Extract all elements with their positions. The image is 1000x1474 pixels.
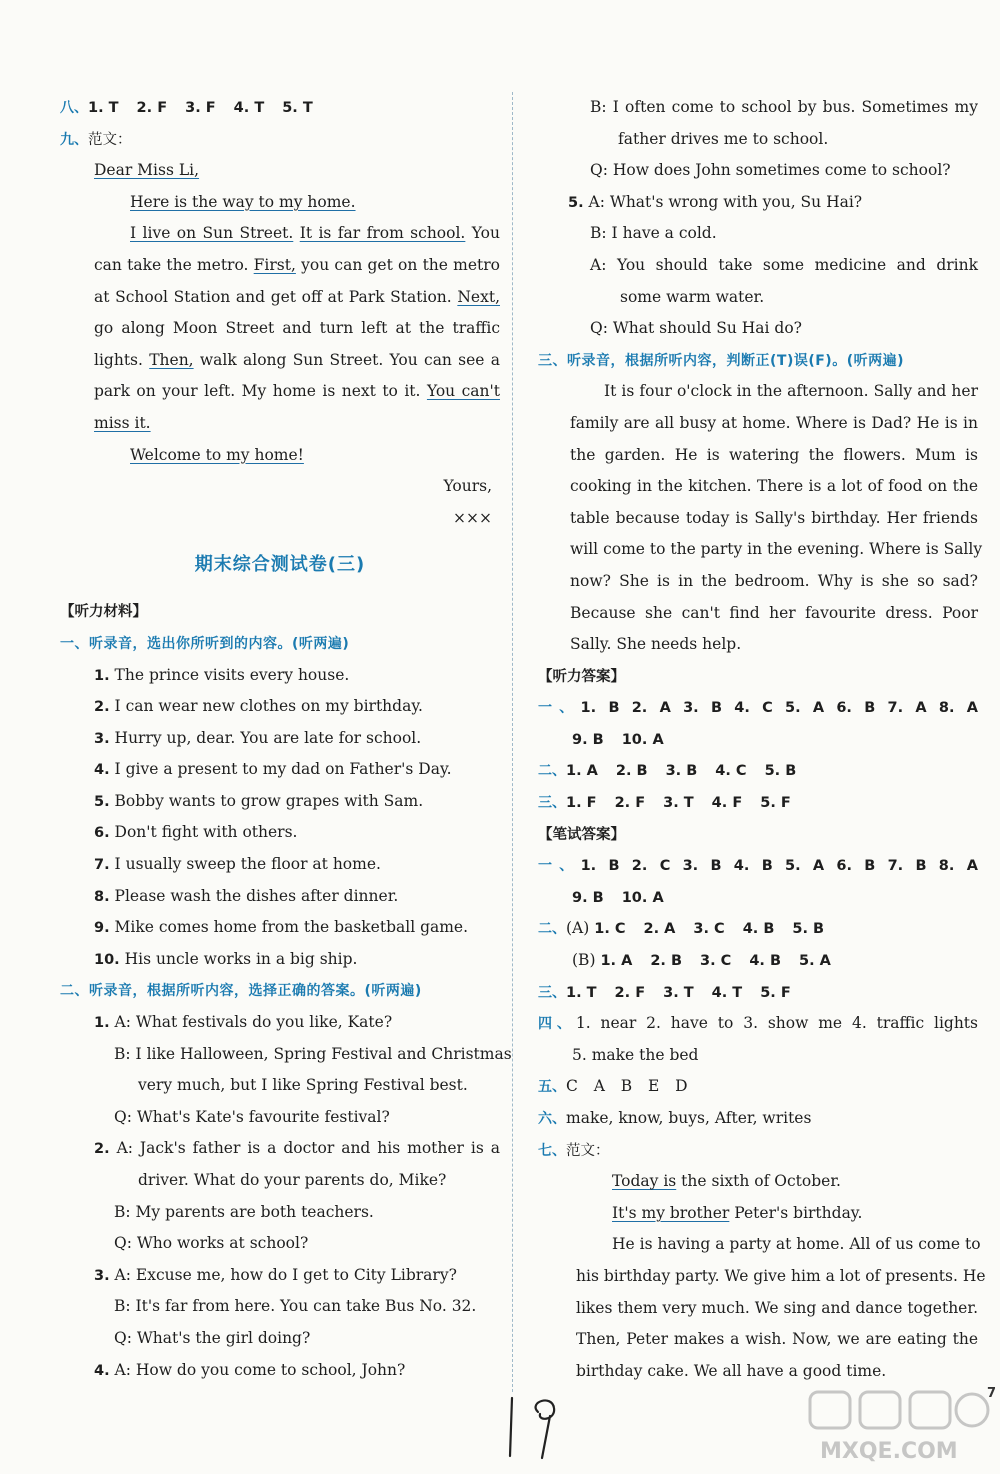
- item-text: I usually sweep the floor at home.: [114, 855, 381, 874]
- dialogue-line: [538, 250, 978, 282]
- answer: 1. F: [566, 795, 597, 812]
- answer: 5. F: [760, 984, 791, 1001]
- answer-row: [538, 1103, 978, 1135]
- answer: 4. traffic lights: [851, 1014, 978, 1033]
- section-number: 五、: [538, 1079, 566, 1096]
- passage-line: the garden. He is watering the flowers. Mum is: [570, 445, 978, 464]
- essay-text: First,: [253, 255, 296, 274]
- dialogue-line: [60, 1007, 500, 1039]
- essay-text: park on your left. My home is next to it.: [94, 382, 421, 401]
- answer-row: [538, 977, 978, 1009]
- test-title: 期末综合测试卷(三): [194, 554, 366, 576]
- essay-text: walk along Sun Street. You can see a: [199, 350, 500, 369]
- section-number: 六、: [538, 1111, 566, 1127]
- section-number: 七、: [538, 1142, 566, 1159]
- answer: 4. T: [711, 984, 743, 1001]
- item-number: 1.: [94, 667, 110, 684]
- answer-row: [538, 1135, 978, 1167]
- essay-text: It's my brother: [612, 1203, 730, 1222]
- dialogue-line: Q: Who works at school?: [114, 1234, 309, 1253]
- dialogue-text: A: What's wrong with you, Su Hai?: [588, 192, 863, 211]
- answer: 1. B: [580, 858, 620, 875]
- answer: 9. B: [572, 731, 604, 748]
- answer-row: [538, 1071, 978, 1103]
- dialogue-line: B: I like Halloween, Spring Festival and Christmas: [114, 1044, 512, 1063]
- answer: 3. T: [663, 795, 694, 812]
- left-column: [60, 92, 512, 1386]
- item-text: I give a present to my dad on Father's Day.: [114, 760, 452, 779]
- answer: 1. T: [566, 984, 597, 1001]
- test-title-wrap: [60, 534, 500, 596]
- sample-label: 范文：: [88, 131, 132, 148]
- essay-text: You: [471, 224, 500, 243]
- dialogue-line: Q: What should Su Hai do?: [590, 319, 802, 338]
- answer-row: [538, 850, 978, 882]
- essay-text: you can get on the metro: [301, 255, 500, 274]
- dialogue-line: B: My parents are both teachers.: [114, 1202, 374, 1221]
- list-item: [60, 660, 500, 692]
- answer: 5. F: [760, 795, 791, 812]
- item-number: 6.: [94, 825, 110, 842]
- answer: 4. B: [733, 858, 773, 875]
- dialogue-line: [60, 1260, 500, 1292]
- item-number: 4.: [94, 762, 110, 779]
- answer: 3. show me: [743, 1014, 843, 1033]
- label-text: 【听力材料】: [60, 604, 147, 621]
- watermark-logo-icon: [800, 1386, 995, 1466]
- answer-row: [538, 755, 978, 787]
- answer: 1. near: [575, 1014, 637, 1033]
- answer-row: [538, 692, 978, 724]
- section-number: 九、: [60, 131, 88, 148]
- dialogue-line: [538, 92, 978, 124]
- answer-row: [538, 945, 978, 977]
- passage-line: Because she can't find her favourite dress. Poor: [570, 603, 978, 622]
- answer: 2. C: [631, 858, 671, 875]
- essay-text: lights.: [94, 350, 143, 369]
- answer: 2. F: [136, 100, 168, 116]
- dialogue-line: driver. What do your parents do, Mike?: [138, 1171, 447, 1189]
- answer: 4. T: [233, 100, 265, 116]
- answer: 3. F: [185, 100, 216, 116]
- list-item: [60, 786, 500, 818]
- essay-greeting: [60, 155, 500, 187]
- essay-text: Today is: [612, 1172, 677, 1191]
- item-number: 5.: [568, 194, 584, 211]
- dialogue-text: A: You should take some medicine and drink: [590, 255, 978, 274]
- essay-line: [538, 1198, 978, 1230]
- part2-heading: [60, 975, 500, 1007]
- item-number: 10.: [94, 951, 120, 968]
- item-number: 3.: [94, 730, 110, 747]
- item-number: 9.: [94, 920, 110, 937]
- answer: 5. B: [792, 921, 825, 938]
- answer: 8. A: [938, 858, 978, 875]
- essay-line: [60, 440, 500, 472]
- answer: 3. B: [682, 858, 722, 875]
- part3-heading: [538, 345, 978, 377]
- label-text: 【听力答案】: [538, 668, 625, 685]
- answer: 7. B: [887, 858, 927, 875]
- answer: 1. A: [600, 953, 633, 970]
- item-text: Please wash the dishes after dinner.: [114, 886, 399, 905]
- item-number: 1.: [94, 1015, 110, 1032]
- dialogue-line: very much, but I like Spring Festival best.: [138, 1076, 468, 1095]
- answer-row: [538, 724, 978, 756]
- essay-line: [60, 218, 500, 250]
- answer-row: 5. make the bed: [572, 1045, 699, 1064]
- passage-line: will come to the party in the evening. Where is Sally: [570, 540, 983, 559]
- essay-line: [60, 345, 500, 377]
- group-label: (B): [572, 951, 596, 970]
- essay-text: Welcome to my home!: [130, 445, 304, 464]
- section-number: 一、: [538, 700, 581, 717]
- answer-row: [538, 882, 978, 914]
- answer: 3. C: [693, 921, 725, 938]
- passage-line: cooking in the kitchen. There is a lot of food on the: [570, 477, 978, 496]
- item-text: Don't fight with others.: [114, 823, 298, 842]
- handwriting-icon: [498, 1392, 568, 1462]
- essay-line: [60, 187, 500, 219]
- answer: 6. B: [836, 858, 876, 875]
- item-text: The prince visits every house.: [114, 665, 350, 684]
- handwritten-mark: [498, 1392, 568, 1462]
- passage-line: It is four o'clock in the afternoon. Sally and her: [604, 382, 978, 401]
- answer: 9. B: [572, 889, 604, 906]
- section-number: 三、: [538, 795, 566, 812]
- dialogue-line: [60, 1355, 500, 1387]
- item-text: Hurry up, dear. You are late for school.: [114, 728, 422, 747]
- answer: 3. T: [663, 984, 694, 1001]
- section-number: 三、: [538, 984, 566, 1001]
- list-item: [60, 754, 500, 786]
- section-number: 二、: [538, 763, 566, 780]
- list-item: [60, 944, 500, 976]
- answer: 10. A: [621, 731, 664, 748]
- answer: 2. F: [614, 795, 646, 812]
- dialogue-text: A: Excuse me, how do I get to City Library?: [114, 1265, 457, 1284]
- dialogue-line: Q: How does John sometimes come to school?: [590, 161, 951, 180]
- heading-text: 三、听录音，根据所听内容，判断正(T)误(F)。(听两遍): [538, 352, 905, 369]
- item-number: 2.: [94, 1141, 110, 1158]
- item-text: His uncle works in a big ship.: [124, 949, 358, 968]
- answer: 5. A: [785, 700, 825, 717]
- dialogue-line: Q: What's the girl doing?: [114, 1328, 311, 1347]
- dialogue-line: [538, 187, 978, 219]
- answer: 1. T: [88, 100, 119, 116]
- answer: 3. B: [683, 700, 723, 717]
- answer: 5. A: [799, 953, 831, 970]
- answer: 4. F: [711, 795, 743, 812]
- list-item: [60, 723, 500, 755]
- section-number: 一、: [538, 858, 581, 875]
- answer: 2. A: [643, 921, 676, 938]
- essay-line: [60, 282, 500, 314]
- answer: 3. B: [665, 763, 698, 780]
- list-item: [60, 849, 500, 881]
- section-9-header: [60, 124, 500, 156]
- answer: 4. C: [715, 763, 747, 780]
- label-text: 【笔试答案】: [538, 826, 625, 843]
- essay-line: He is having a party at home. All of us come to: [612, 1235, 981, 1254]
- answer: 1. B: [580, 700, 620, 717]
- answer-row: [538, 1008, 978, 1040]
- essay-text: Then,: [149, 350, 194, 369]
- dialogue-line: Q: What's Kate's favourite festival?: [114, 1107, 390, 1126]
- answer: 1. A: [566, 763, 598, 780]
- answer: make, know, buys, After, writes: [566, 1109, 812, 1127]
- group-label: (A): [566, 919, 590, 938]
- page-number: 7: [986, 1386, 996, 1401]
- essay-text: Here is the way to my home.: [130, 192, 356, 211]
- item-number: 4.: [94, 1362, 110, 1379]
- item-text: Bobby wants to grow grapes with Sam.: [114, 791, 424, 810]
- essay-line: [538, 1166, 978, 1198]
- answer: 4. B: [742, 921, 775, 938]
- item-number: 2.: [94, 699, 110, 716]
- answer: 8. A: [938, 700, 978, 717]
- list-item: [60, 817, 500, 849]
- answer: 7. A: [887, 700, 927, 717]
- essay-text: It is far from school.: [299, 224, 466, 243]
- dialogue-line: B: I have a cold.: [590, 224, 717, 243]
- answer: 5. B: [764, 763, 797, 780]
- section-number: 二、: [538, 921, 566, 938]
- essay-line: birthday cake. We all have a good time.: [576, 1361, 887, 1380]
- answer: 4. B: [749, 953, 782, 970]
- item-number: 5.: [94, 793, 110, 810]
- answer: 2. have to: [646, 1014, 734, 1033]
- listening-material-label: [60, 596, 500, 628]
- essay-text: at School Station and get off at Park Station.: [94, 287, 452, 306]
- essay-text: You can't: [426, 382, 500, 401]
- essay-closing: Yours,: [443, 477, 492, 496]
- answer: 2. F: [614, 984, 646, 1001]
- essay-text: Peter's birthday.: [734, 1203, 863, 1222]
- svg-text:MXQE.COM: MXQE.COM: [820, 1439, 958, 1464]
- passage-line: table because today is Sally's birthday. Her friends: [570, 508, 978, 527]
- answer-row: [538, 787, 978, 819]
- section-8-answers: [60, 92, 500, 124]
- item-number: 3.: [94, 1267, 110, 1284]
- essay-line: [60, 408, 500, 440]
- list-item: [60, 691, 500, 723]
- dialogue-text: A: Jack's father is a doctor and his mother is a: [116, 1139, 500, 1158]
- essay-text: can take the metro.: [94, 255, 249, 274]
- item-text: I can wear new clothes on my birthday.: [114, 697, 423, 716]
- list-item: [60, 912, 500, 944]
- answer-row: [538, 913, 978, 945]
- passage-line: Sally. She needs help.: [570, 635, 742, 654]
- dialogue-text: A: How do you come to school, John?: [114, 1360, 406, 1379]
- item-number: 7.: [94, 857, 110, 874]
- section-number: 四、: [538, 1016, 576, 1033]
- sample-label: 范文：: [566, 1142, 610, 1159]
- dialogue-line: some warm water.: [620, 287, 765, 306]
- answer: 1. C: [594, 921, 626, 938]
- essay-text: miss it.: [94, 413, 151, 432]
- essay-line: likes them very much. We sing and dance together.: [576, 1298, 978, 1317]
- listening-answers-label: [538, 661, 978, 693]
- list-item: [60, 881, 500, 913]
- answer: 5. A: [784, 858, 825, 875]
- heading-text: 一、听录音，选出你所听到的内容。(听两遍): [60, 635, 350, 652]
- answer: 10. A: [621, 889, 664, 906]
- answer: 5. T: [282, 100, 313, 116]
- heading-text: 二、听录音，根据所听内容，选择正确的答案。(听两遍): [60, 983, 422, 1000]
- greeting-text: Dear Miss Li,: [94, 161, 200, 180]
- answer: 4. C: [734, 700, 773, 717]
- answer: 6. B: [836, 700, 876, 717]
- essay-line: his birthday party. We give him a lot of presents. He: [576, 1266, 986, 1285]
- right-column: [538, 92, 986, 1387]
- dialogue-line: father drives me to school.: [618, 129, 829, 148]
- essay-line: [60, 250, 500, 282]
- dialogue-line: B: It's far from here. You can take Bus No. 32.: [114, 1297, 477, 1316]
- essay-text: Next,: [457, 287, 500, 306]
- passage-line: family are all busy at home. Where is Dad? He is in: [570, 413, 978, 432]
- answer: 2. A: [631, 700, 671, 717]
- answer: 2. B: [650, 953, 683, 970]
- dialogue-text: A: What festivals do you like, Kate?: [114, 1013, 393, 1032]
- essay-line: Then, Peter makes a wish. Now, we are eating the: [576, 1330, 978, 1349]
- essay-text: the sixth of October.: [681, 1172, 841, 1191]
- essay-line: go along Moon Street and turn left at the traffic: [94, 319, 500, 338]
- written-answers-label: [538, 819, 978, 851]
- item-text: Mike comes home from the basketball game.: [114, 918, 469, 937]
- column-divider: [512, 92, 513, 1392]
- essay-signature: ×××: [453, 508, 492, 527]
- dialogue-text: B: I often come to school by bus. Sometimes my: [590, 98, 978, 116]
- passage-line: now? She is in the bedroom. Why is she so sad?: [570, 571, 978, 590]
- watermark: [800, 1386, 995, 1466]
- answer: 3. C: [700, 953, 732, 970]
- answer: 2. B: [615, 763, 648, 780]
- section-number: 八、: [60, 100, 88, 116]
- answer: C A B E D: [566, 1077, 690, 1096]
- essay-line: [60, 376, 500, 408]
- dialogue-line: [60, 1133, 500, 1165]
- essay-text: I live on Sun Street.: [130, 224, 294, 243]
- item-number: 8.: [94, 888, 110, 905]
- part1-heading: [60, 628, 500, 660]
